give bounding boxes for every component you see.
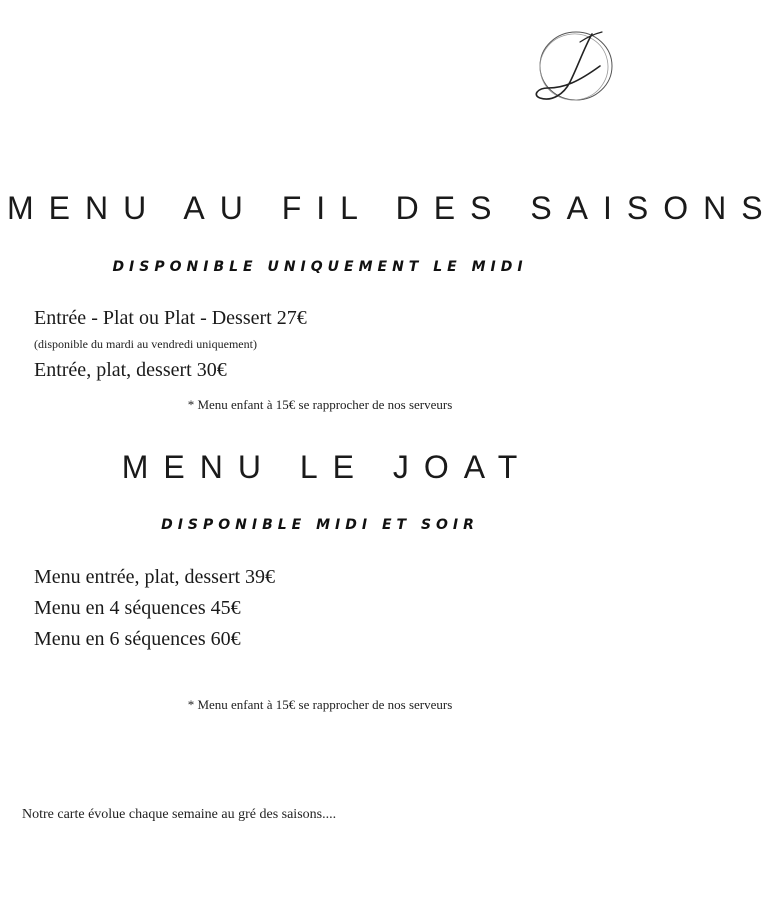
menu-joat-kids-note: * Menu enfant à 15€ se rapprocher de nos serveurs <box>187 697 453 712</box>
menu-joat-subtitle: DISPONIBLE MIDI ET SOIR <box>161 517 479 533</box>
menu-joat-line-3: Menu en 6 séquences 60€ <box>34 628 241 650</box>
restaurant-logo <box>530 26 616 106</box>
menu-joat-title: MENU LE JOAT <box>121 449 533 485</box>
menu-saisons-line-2: Entrée, plat, dessert 30€ <box>34 359 227 381</box>
logo-mark-icon <box>530 26 616 106</box>
footer-note: Notre carte évolue chaque semaine au gré des saisons.... <box>22 807 337 822</box>
menu-saisons-title: MENU AU FIL DES SAISONS <box>7 190 778 226</box>
menu-saisons-subtitle: DISPONIBLE UNIQUEMENT LE MIDI <box>112 259 528 275</box>
menu-joat-line-1: Menu entrée, plat, dessert 39€ <box>34 566 276 588</box>
menu-saisons-line-1: Entrée - Plat ou Plat - Dessert 27€ <box>34 307 307 329</box>
menu-saisons-availability: (disponible du mardi au vendredi uniquement) <box>34 337 257 351</box>
menu-joat-line-2: Menu en 4 séquences 45€ <box>34 597 241 619</box>
menu-saisons-kids-note: * Menu enfant à 15€ se rapprocher de nos serveurs <box>187 397 453 412</box>
